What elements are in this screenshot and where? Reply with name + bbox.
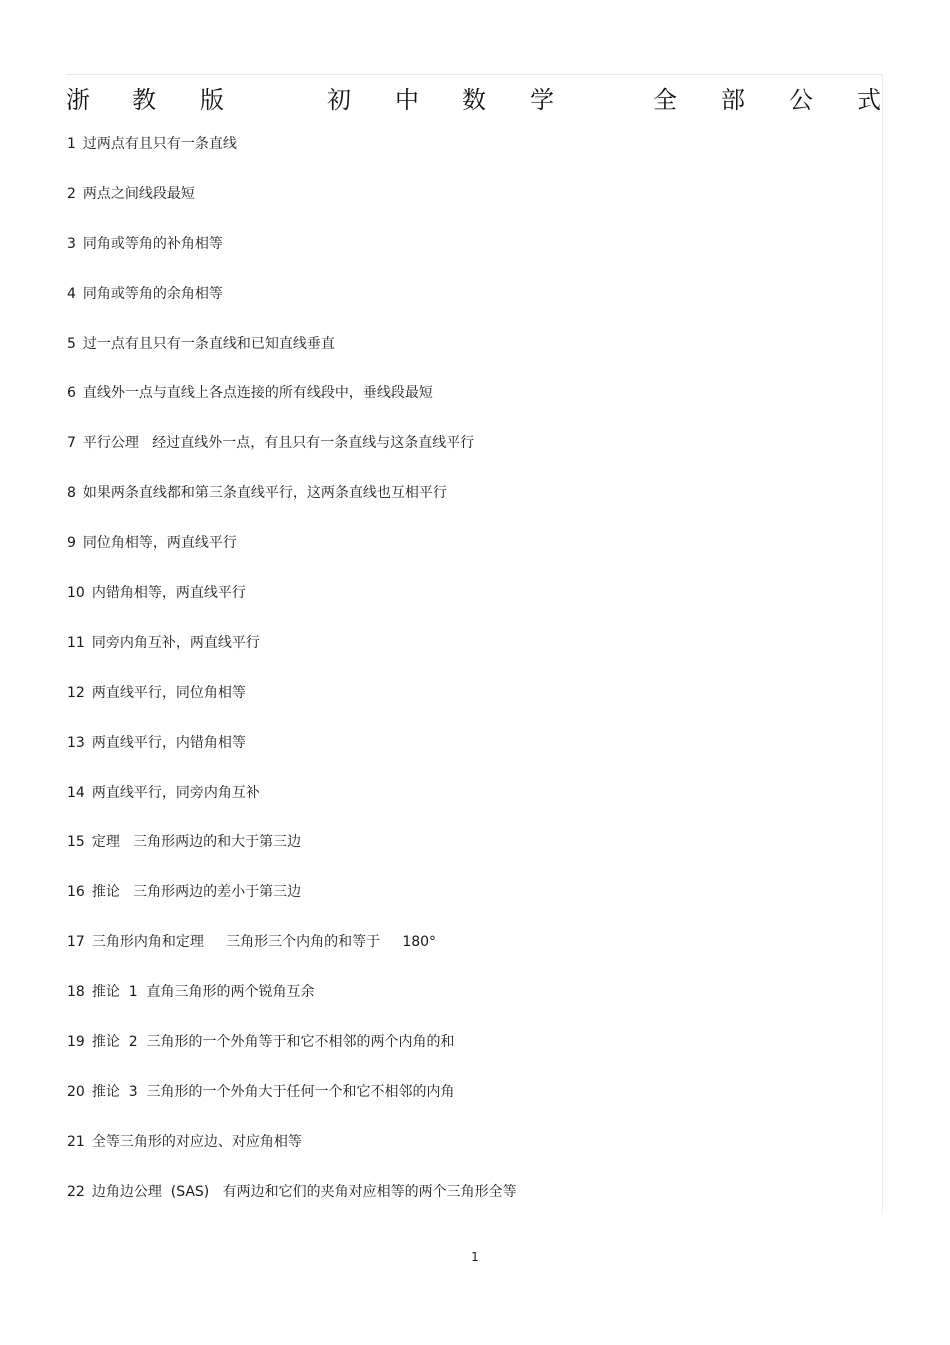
item-text: 同旁内角互补，两直线平行 <box>91 634 260 651</box>
item-number: 18 <box>67 984 85 1001</box>
list-item <box>67 482 517 532</box>
item-text: 同角或等角的余角相等 <box>82 285 223 302</box>
title-char: 学 <box>530 86 554 114</box>
item-number: 22 <box>67 1183 85 1200</box>
item-text: 推论 三角形两边的差小于第三边 <box>91 884 302 901</box>
item-text: 过一点有且只有一条直线和已知直线垂直 <box>82 335 335 352</box>
item-text: 同位角相等，两直线平行 <box>82 535 237 552</box>
list-item <box>67 183 517 233</box>
right-rule <box>882 74 883 1214</box>
list-item <box>67 582 517 632</box>
title-char: 式 <box>857 86 881 114</box>
list-item <box>67 532 517 582</box>
list-item <box>67 333 517 383</box>
item-number: 5 <box>67 335 76 352</box>
list-item <box>67 1181 517 1231</box>
title-char: 中 <box>395 86 419 114</box>
item-number: 6 <box>67 385 76 402</box>
item-number: 9 <box>67 535 76 552</box>
item-text: 两直线平行，同旁内角互补 <box>91 784 260 801</box>
title-char: 全 <box>653 86 677 114</box>
list-item <box>67 732 517 782</box>
item-text: 两直线平行，内错角相等 <box>91 734 246 751</box>
item-text: 平行公理 经过直线外一点，有且只有一条直线与这条直线平行 <box>82 435 475 452</box>
item-text: 推论 2 三角形的一个外角等于和它不相邻的两个内角的和 <box>91 1034 455 1051</box>
item-text: 边角边公理 (SAS) 有两边和它们的夹角对应相等的两个三角形全等 <box>91 1183 517 1200</box>
item-number: 4 <box>67 285 76 302</box>
item-text: 过两点有且只有一条直线 <box>82 136 237 152</box>
item-number: 14 <box>67 784 85 801</box>
list-item <box>67 782 517 832</box>
title-char: 数 <box>462 86 486 114</box>
item-number: 1 <box>67 136 76 152</box>
item-number: 11 <box>67 634 85 651</box>
list-item <box>67 1131 517 1181</box>
page-number: 1 <box>471 1250 479 1264</box>
list-item <box>67 1031 517 1081</box>
item-text: 内错角相等，两直线平行 <box>91 585 246 602</box>
list-item <box>67 881 517 931</box>
page-title <box>66 84 882 118</box>
item-number: 15 <box>67 834 85 851</box>
item-number: 2 <box>67 185 76 202</box>
title-char: 初 <box>327 86 351 114</box>
item-number: 13 <box>67 734 85 751</box>
item-number: 3 <box>67 235 76 252</box>
item-number: 16 <box>67 884 85 901</box>
title-char: 浙 <box>66 86 90 114</box>
item-number: 7 <box>67 435 76 452</box>
title-char: 部 <box>721 86 745 114</box>
list-item <box>67 632 517 682</box>
list-item <box>67 133 517 183</box>
list-item <box>67 283 517 333</box>
item-text: 两点之间线段最短 <box>82 185 195 202</box>
list-item <box>67 233 517 283</box>
item-number: 20 <box>67 1083 85 1100</box>
title-char: 教 <box>132 86 156 114</box>
item-number: 17 <box>67 934 85 951</box>
item-number: 19 <box>67 1034 85 1051</box>
item-text: 全等三角形的对应边、对应角相等 <box>91 1133 302 1150</box>
list-item <box>67 682 517 732</box>
item-text: 定理 三角形两边的和大于第三边 <box>91 834 302 851</box>
item-text: 两直线平行，同位角相等 <box>91 684 246 701</box>
list-item <box>67 1081 517 1131</box>
formula-list <box>67 133 517 1231</box>
item-number: 12 <box>67 684 85 701</box>
top-rule <box>66 74 883 75</box>
item-text: 直线外一点与直线上各点连接的所有线段中，垂线段最短 <box>82 385 433 402</box>
item-number: 21 <box>67 1133 85 1150</box>
item-text: 三角形内角和定理 三角形三个内角的和等于 180° <box>91 934 437 951</box>
item-number: 8 <box>67 485 76 502</box>
item-text: 推论 1 直角三角形的两个锐角互余 <box>91 984 315 1001</box>
title-char: 公 <box>789 86 813 114</box>
list-item <box>67 432 517 482</box>
item-text: 推论 3 三角形的一个外角大于任何一个和它不相邻的内角 <box>91 1083 455 1100</box>
list-item <box>67 931 517 981</box>
item-text: 如果两条直线都和第三条直线平行，这两条直线也互相平行 <box>82 485 447 502</box>
list-item <box>67 981 517 1031</box>
title-char: 版 <box>200 86 224 114</box>
list-item <box>67 831 517 881</box>
item-number: 10 <box>67 585 85 602</box>
list-item <box>67 382 517 432</box>
item-text: 同角或等角的补角相等 <box>82 235 223 252</box>
